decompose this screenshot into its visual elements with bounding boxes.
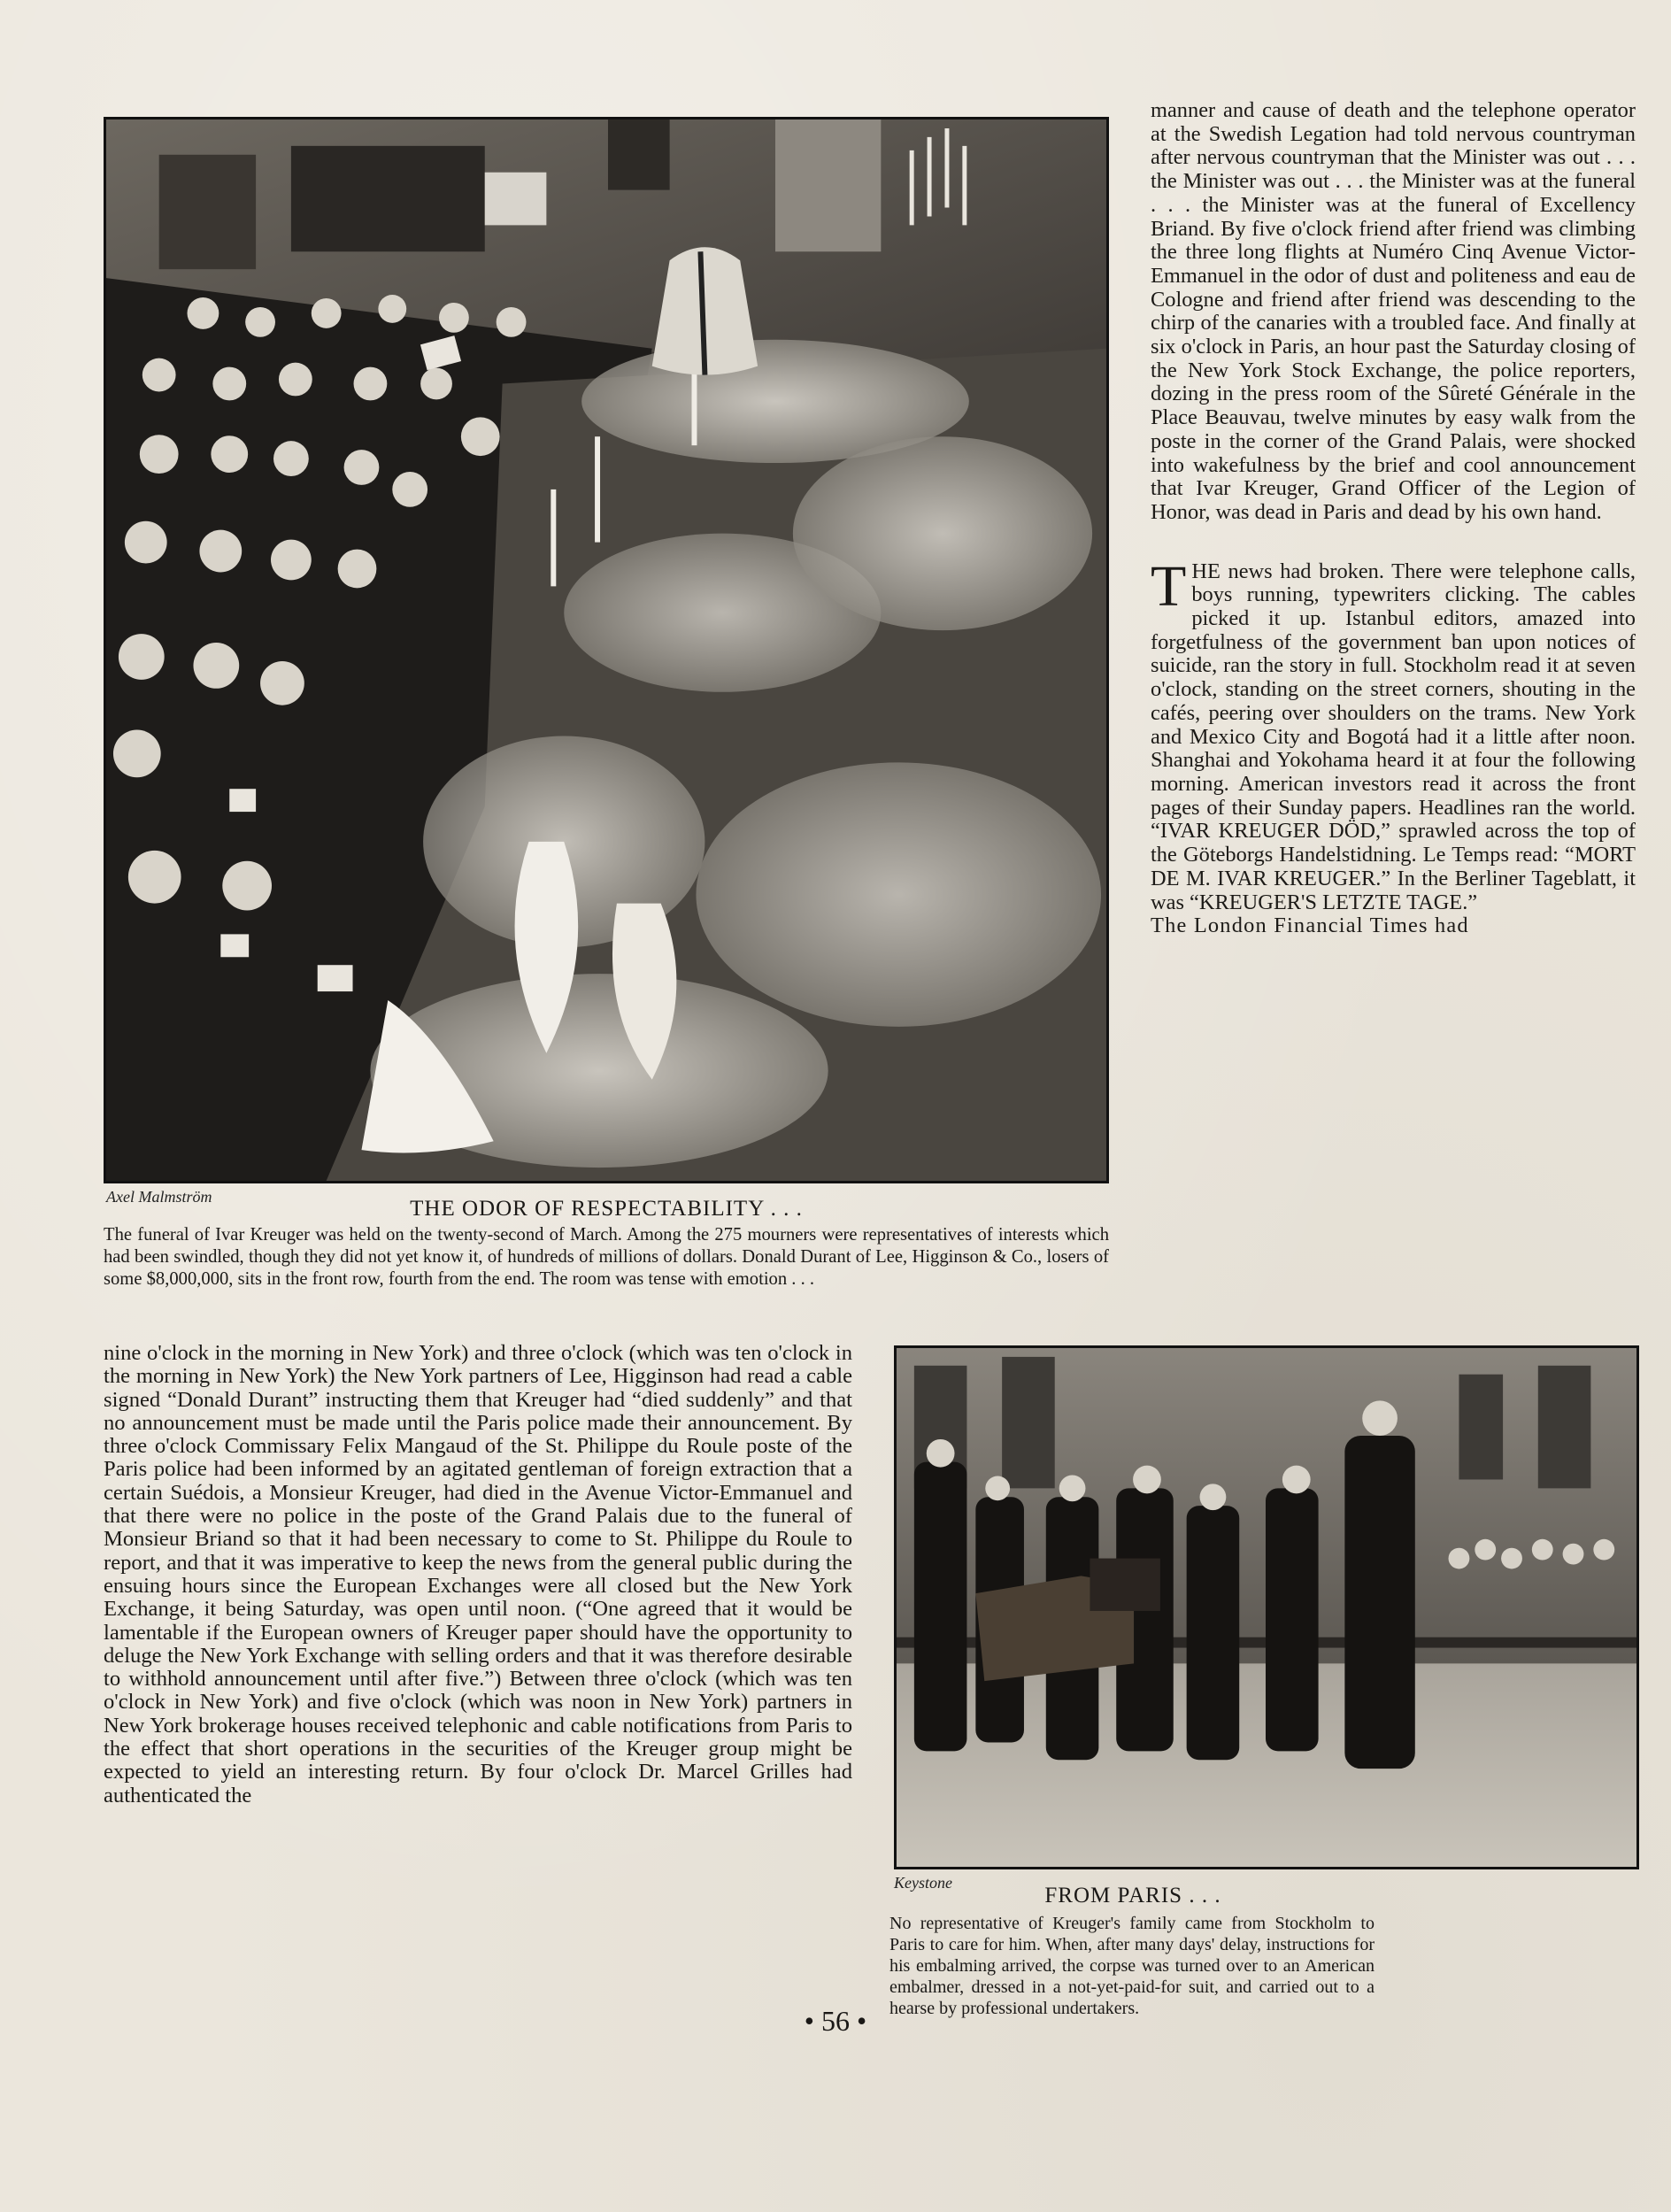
photo-credit: Keystone <box>894 1874 952 1892</box>
article-paragraph: The London Financial Times had <box>1151 913 1469 938</box>
page-number: • 56 • <box>804 2005 867 2037</box>
article-column-left <box>104 1342 852 1807</box>
article-column-right <box>1151 99 1636 938</box>
caption-body: The funeral of Ivar Kreuger was held on the twenty-second of March. Among the 275 mourners were representatives of interests which had been swindled, though they did not yet know it, of hundreds of millions of dollars. Donald Durant of Lee, Higginson & Co., losers of some $8,000,000, sits in the front row, fourth from the end. The room was tense with emotion . . . <box>104 1225 1109 1289</box>
article-paragraph <box>1151 553 1636 915</box>
coffin-photo-image <box>897 1348 1636 1867</box>
caption-title: THE ODOR OF RESPECTABILITY . . . <box>410 1197 803 1221</box>
drop-cap: T <box>1151 553 1187 619</box>
article-paragraph: manner and cause of death and the telephone operator at the Swedish Legation had told nervous countryman after nervous countryman that the Minister was out . . . the Minister was out . . . the Minister was at the funeral . . . the Minister was at the funeral of Excellency Briand. By five o'clock friend after friend was climbing the three long flights at Numéro Cinq Avenue Victor-Emmanuel in the odor of dust and politeness and eau de Cologne and friend after friend was descending to the chirp of the canaries with a troubled face. And finally at six o'clock in Paris, an hour past the Saturday closing of the New York Stock Exchange, the police reporters, dozing in the press room of the Sûreté Générale in the Place Beauvau, twelve minutes by easy walk from the poste in the corner of the Grand Palais, were shocked into wakefulness by the brief and cool announcement that Ivar Kreuger, Grand Officer of the Legion of Honor, was dead in Paris and dead by his own hand. <box>1151 98 1636 524</box>
coffin-photo <box>894 1345 1639 1869</box>
caption-body: No representative of Kreuger's family came from Stockholm to Paris to care for him. When, after many days' delay, instructions for his embalming arrived, the corpse was turned over to an American embalmer, dressed in a not-yet-paid-for suit, and carried out to a hearse by professional undertakers. <box>889 1914 1375 2018</box>
funeral-photo <box>104 117 1109 1183</box>
caption-title: FROM PARIS . . . <box>1044 1884 1221 1908</box>
article-paragraph: nine o'clock in the morning in New York) and three o'clock (which was ten o'clock in the morning in New York) the New York partners of Lee, Higginson had read a cable signed “Donald Durant” instructing them that Kreuger had “died suddenly” and that no announcement must be made until the Paris police made their announcement. By three o'clock Commissary Felix Mangaud of the St. Philippe du Roule poste of the Paris police had been informed by an agitated gentleman of foreign extraction that a certain Suédois, a Monsieur Kreuger, had died in the Avenue Victor-Emmanuel and that there were no police in the poste of the Grand Palais due to the funeral of Monsieur Briand so that it had been necessary to come to St. Philippe du Roule to report, and that it was imperative to keep the news from the general public during the ensuing hours since the European Exchanges were all closed but the New York Exchange, it being Saturday, was open until noon. (“One agreed that it would be lamentable if the European owners of Kreuger paper should have the opportunity to deluge the New York Exchange with selling orders and that it was therefore desirable to withhold announcement until after five.”) Between three o'clock (which was ten o'clock in New York) and five o'clock (which was noon in New York) partners in New York brokerage houses received telephonic and cable notifications from Paris to the effect that short operations in the securities of the Kreuger group might be expected to yield an interesting return. By four o'clock Dr. Marcel Grilles had authenticated the <box>104 1341 852 1807</box>
photo-credit: Axel Malmström <box>106 1188 212 1206</box>
article-paragraph-text: HE news had broken. There were telephone calls, boys running, typewriters clicking. The cables picked it up. Istanbul editors, amazed into forgetfulness of the government ban upon notices of suicide, ran the story in full. Stockholm read it at seven o'clock, standing on the street corners, shouting in the cafés, peering over shoulders on the trams. New York and Mexico City and Bogotá had it a little after noon. Shanghai and Yokohama heard it at four the following morning. American investors read it across the front pages of their Sunday papers. Headlines ran the world. “IVAR KREUGER DÖD,” sprawled across the top of the Göteborgs Handelstidning. Le Temps read: “MORT DE M. IVAR KREUGER.” In the Berliner Tageblatt, it was “KREUGER'S LETZTE TAGE.” <box>1151 559 1636 914</box>
funeral-photo-image <box>106 119 1106 1181</box>
